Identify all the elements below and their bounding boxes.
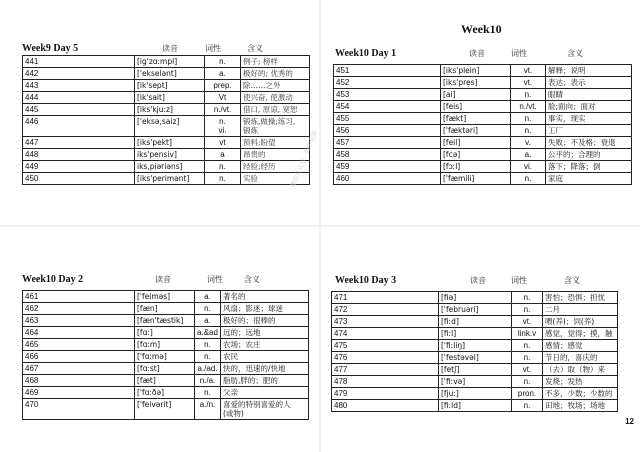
meaning: 极好的; 优秀的 <box>241 68 310 80</box>
word-number: 447 <box>23 137 135 149</box>
word-number: 477 <box>332 364 439 376</box>
phonetic: iks'pensiv] <box>135 149 205 161</box>
meaning: 农民 <box>221 351 309 363</box>
meaning: 感觉，觉得；摸，触 <box>543 328 618 340</box>
word-number: 474 <box>332 328 439 340</box>
word-number: 469 <box>23 387 135 399</box>
word-number: 463 <box>23 315 135 327</box>
sheet-week10-day1 <box>321 0 640 225</box>
phonetic: [fæt] <box>135 375 195 387</box>
meaning: 喜爱的特别喜爱的人 (或物) <box>221 399 309 420</box>
meaning: 不多，少数；少数的 <box>543 388 618 400</box>
meaning: 表达；表示 <box>546 77 632 89</box>
phonetic: [fetʃ] <box>439 364 512 376</box>
table-row <box>23 56 310 68</box>
part-of-speech: a. <box>511 149 546 161</box>
phonetic: [fɑː] <box>135 327 195 339</box>
word-number: 445 <box>23 104 135 116</box>
word-number: 466 <box>23 351 135 363</box>
meaning: 喂(养)；饲(养) <box>543 316 618 328</box>
sheet-week10-day2 <box>0 227 319 452</box>
part-of-speech: prep. <box>205 80 241 92</box>
table-row <box>23 351 309 363</box>
word-number: 448 <box>23 149 135 161</box>
table-row <box>23 137 310 149</box>
part-of-speech: a. <box>205 68 241 80</box>
table-row <box>332 316 618 328</box>
col-header-pronunciation: 读音 <box>155 275 171 284</box>
meaning: 实验 <box>241 173 310 185</box>
table-row <box>23 387 309 399</box>
part-of-speech: n. <box>205 173 241 185</box>
col-header-part-of-speech: 词性 <box>511 49 527 58</box>
phonetic: ['festəvəl] <box>439 352 512 364</box>
table-row <box>332 304 618 316</box>
word-number: 473 <box>332 316 439 328</box>
word-number: 480 <box>332 400 439 412</box>
meaning: 预料;盼望 <box>241 137 310 149</box>
word-number: 468 <box>23 375 135 387</box>
meaning: 远的；远地 <box>221 327 309 339</box>
table-row <box>332 376 618 388</box>
table-row <box>334 77 632 89</box>
table-row <box>23 315 309 327</box>
part-of-speech: vt <box>205 137 241 149</box>
part-of-speech: pron. <box>512 388 543 400</box>
col-header-meaning: 含义 <box>244 275 260 284</box>
table-row <box>23 399 309 420</box>
meaning: 使兴奋, 使激动 <box>241 92 310 104</box>
meaning: 著名的 <box>221 291 309 303</box>
word-number: 441 <box>23 56 135 68</box>
word-number: 443 <box>23 80 135 92</box>
word-number: 467 <box>23 363 135 375</box>
phonetic: ['februəri] <box>439 304 512 316</box>
col-header-pronunciation: 读音 <box>470 276 486 285</box>
phonetic: ['eksə,saiz] <box>135 116 205 137</box>
part-of-speech: vt. <box>512 364 543 376</box>
vocab-table <box>333 64 632 185</box>
part-of-speech: a.&ad <box>195 327 221 339</box>
phonetic: [fɑːm] <box>135 339 195 351</box>
part-of-speech: a./ad. <box>195 363 221 375</box>
word-number: 457 <box>334 137 441 149</box>
part-of-speech: a. <box>195 291 221 303</box>
word-number: 478 <box>332 376 439 388</box>
meaning: 经验;经历 <box>241 161 310 173</box>
table-row <box>23 161 310 173</box>
table-row <box>23 80 310 92</box>
phonetic: ['fɑːðə] <box>135 387 195 399</box>
table-row <box>334 113 632 125</box>
meaning: 田地；牧场；场地 <box>543 400 618 412</box>
meaning: 快的，迅速的/快地 <box>221 363 309 375</box>
table-row <box>332 364 618 376</box>
col-header-meaning: 含义 <box>567 49 583 58</box>
meaning: 眼睛 <box>546 89 632 101</box>
meaning: 借口, 原谅, 宽恕 <box>241 104 310 116</box>
table-row <box>332 328 618 340</box>
word-number: 459 <box>334 161 441 173</box>
phonetic: [fɑːst] <box>135 363 195 375</box>
sheet-week9-day5 <box>0 0 319 225</box>
col-header-pronunciation: 读音 <box>469 49 485 58</box>
part-of-speech: n. <box>512 400 543 412</box>
meaning: 事实，现实 <box>546 113 632 125</box>
meaning: 公平的；合理的 <box>546 149 632 161</box>
phonetic: ['fæmili] <box>441 173 511 185</box>
word-number: 456 <box>334 125 441 137</box>
phonetic: [fcə] <box>441 149 511 161</box>
table-row <box>332 340 618 352</box>
week-title: Week10 <box>461 22 502 36</box>
meaning: 昂贵的 <box>241 149 310 161</box>
phonetic: [iks'kjuːz] <box>135 104 205 116</box>
sheet-title: Week10 Day 1 <box>335 48 397 59</box>
word-number: 464 <box>23 327 135 339</box>
meaning: 二月 <box>543 304 618 316</box>
table-row <box>23 92 310 104</box>
table-row <box>23 339 309 351</box>
table-row <box>334 137 632 149</box>
part-of-speech: n. <box>205 161 241 173</box>
word-number: 455 <box>334 113 441 125</box>
table-row <box>332 352 618 364</box>
part-of-speech: n./a. <box>195 375 221 387</box>
part-of-speech: n. <box>512 376 543 388</box>
part-of-speech: n. <box>511 173 546 185</box>
col-header-part-of-speech: 词性 <box>205 44 221 53</box>
meaning: 家庭 <box>546 173 632 185</box>
part-of-speech: v. <box>511 137 546 149</box>
part-of-speech: link.v <box>512 328 543 340</box>
phonetic: [fiə] <box>439 292 512 304</box>
table-row <box>23 173 310 185</box>
sheet-title: Week9 Day 5 <box>22 43 79 54</box>
meaning: 发烧；发热 <box>543 376 618 388</box>
phonetic: [fjuː] <box>439 388 512 400</box>
table-row <box>23 327 309 339</box>
part-of-speech: Vt <box>205 92 241 104</box>
sheet-week10-day3 <box>321 227 640 452</box>
meaning: 农场；农庄 <box>221 339 309 351</box>
phonetic: [fækt] <box>441 113 511 125</box>
part-of-speech: a./n. <box>195 399 221 420</box>
phonetic: [fæn] <box>135 303 195 315</box>
table-row <box>23 116 310 137</box>
part-of-speech: a. <box>195 315 221 327</box>
col-header-meaning: 含义 <box>564 276 580 285</box>
meaning: 脂肪,胖的；肥的 <box>221 375 309 387</box>
watermark: 微信公众号：初中英语 <box>289 130 319 189</box>
part-of-speech: n. <box>512 340 543 352</box>
word-number: 453 <box>334 89 441 101</box>
part-of-speech: vt. <box>511 77 546 89</box>
sheet-title: Week10 Day 3 <box>335 275 397 286</box>
word-number: 461 <box>23 291 135 303</box>
part-of-speech: n. <box>205 56 241 68</box>
table-row <box>23 104 310 116</box>
table-row <box>334 173 632 185</box>
table-row <box>334 65 632 77</box>
part-of-speech: n. <box>511 113 546 125</box>
part-of-speech: n. <box>512 352 543 364</box>
meaning: 锻炼,做操;练习, 锻炼 <box>241 116 310 137</box>
word-number: 472 <box>332 304 439 316</box>
vocab-table <box>22 55 310 185</box>
vocab-table <box>331 291 618 412</box>
phonetic: [feil] <box>441 137 511 149</box>
phonetic: [ig'zɑːmpl] <box>135 56 205 68</box>
table-row <box>23 291 309 303</box>
part-of-speech: n./vt. <box>511 101 546 113</box>
part-of-speech: vt. <box>511 65 546 77</box>
col-header-part-of-speech: 词性 <box>511 276 527 285</box>
phonetic: ['fɑːmə] <box>135 351 195 363</box>
table-row <box>332 388 618 400</box>
part-of-speech: n. <box>512 292 543 304</box>
word-number: 451 <box>334 65 441 77</box>
phonetic: [iks'pekt] <box>135 137 205 149</box>
word-number: 446 <box>23 116 135 137</box>
meaning: 脸;面向；面对 <box>546 101 632 113</box>
word-number: 444 <box>23 92 135 104</box>
word-number: 450 <box>23 173 135 185</box>
phonetic: ['fiːliŋ] <box>439 340 512 352</box>
phonetic: [iks'perimənt] <box>135 173 205 185</box>
meaning: 极好的；很棒的 <box>221 315 309 327</box>
phonetic: [ik'sait] <box>135 92 205 104</box>
phonetic: ['feivərit] <box>135 399 195 420</box>
phonetic: [ai] <box>441 89 511 101</box>
meaning: 失败；不及格；衰退 <box>546 137 632 149</box>
table-row <box>334 89 632 101</box>
part-of-speech: n. <box>195 387 221 399</box>
page-number: 12 <box>625 417 634 426</box>
phonetic: [iks'plein] <box>441 65 511 77</box>
meaning: 节日的，喜庆的 <box>543 352 618 364</box>
meaning: 落下；降落；倒 <box>546 161 632 173</box>
table-row <box>334 125 632 137</box>
word-number: 460 <box>334 173 441 185</box>
phonetic: [ik'sept] <box>135 80 205 92</box>
meaning: 例子; 榜样 <box>241 56 310 68</box>
word-number: 475 <box>332 340 439 352</box>
meaning: （去）取（物）来 <box>543 364 618 376</box>
phonetic: [fiːd] <box>439 316 512 328</box>
table-row <box>334 149 632 161</box>
col-header-meaning: 含义 <box>247 44 263 53</box>
part-of-speech: vi. <box>511 161 546 173</box>
phonetic: [fiːl] <box>439 328 512 340</box>
table-row <box>334 161 632 173</box>
word-number: 470 <box>23 399 135 420</box>
word-number: 476 <box>332 352 439 364</box>
word-number: 471 <box>332 292 439 304</box>
part-of-speech: n. <box>195 339 221 351</box>
phonetic: [fæn'tæstik] <box>135 315 195 327</box>
meaning: 害怕；恐惧；担忧 <box>543 292 618 304</box>
col-header-pronunciation: 读音 <box>162 44 178 53</box>
table-row <box>332 292 618 304</box>
sheet-title: Week10 Day 2 <box>22 274 84 285</box>
table-row <box>23 149 310 161</box>
meaning: 解释；说明 <box>546 65 632 77</box>
phonetic: ['fiːvə] <box>439 376 512 388</box>
word-number: 454 <box>334 101 441 113</box>
part-of-speech: n. <box>511 125 546 137</box>
meaning: 风扇；影迷；球迷 <box>221 303 309 315</box>
word-number: 458 <box>334 149 441 161</box>
meaning: 感情；感觉 <box>543 340 618 352</box>
part-of-speech: vt. <box>512 316 543 328</box>
word-number: 465 <box>23 339 135 351</box>
part-of-speech: n. <box>512 304 543 316</box>
word-number: 442 <box>23 68 135 80</box>
vocab-table <box>22 290 309 420</box>
phonetic: [fɔːl] <box>441 161 511 173</box>
part-of-speech: n. <box>195 303 221 315</box>
word-number: 462 <box>23 303 135 315</box>
phonetic: [fiːld] <box>439 400 512 412</box>
part-of-speech: n. <box>511 89 546 101</box>
phonetic: ['fæktəri] <box>441 125 511 137</box>
phonetic: ['ekselənt] <box>135 68 205 80</box>
phonetic: [iks'pres] <box>441 77 511 89</box>
word-number: 479 <box>332 388 439 400</box>
table-row <box>23 68 310 80</box>
meaning: 除……之外 <box>241 80 310 92</box>
meaning: 父亲 <box>221 387 309 399</box>
phonetic: iks,piəriəns] <box>135 161 205 173</box>
part-of-speech: n. <box>195 351 221 363</box>
table-row <box>334 101 632 113</box>
part-of-speech: a <box>205 149 241 161</box>
col-header-part-of-speech: 词性 <box>207 275 223 284</box>
word-number: 449 <box>23 161 135 173</box>
phonetic: ['feiməs] <box>135 291 195 303</box>
word-number: 452 <box>334 77 441 89</box>
phonetic: [feis] <box>441 101 511 113</box>
table-row <box>23 303 309 315</box>
table-row <box>332 400 618 412</box>
table-row <box>23 363 309 375</box>
table-row <box>23 375 309 387</box>
part-of-speech: n./vt. <box>205 104 241 116</box>
part-of-speech: n. vi. <box>205 116 241 137</box>
meaning: 工厂 <box>546 125 632 137</box>
